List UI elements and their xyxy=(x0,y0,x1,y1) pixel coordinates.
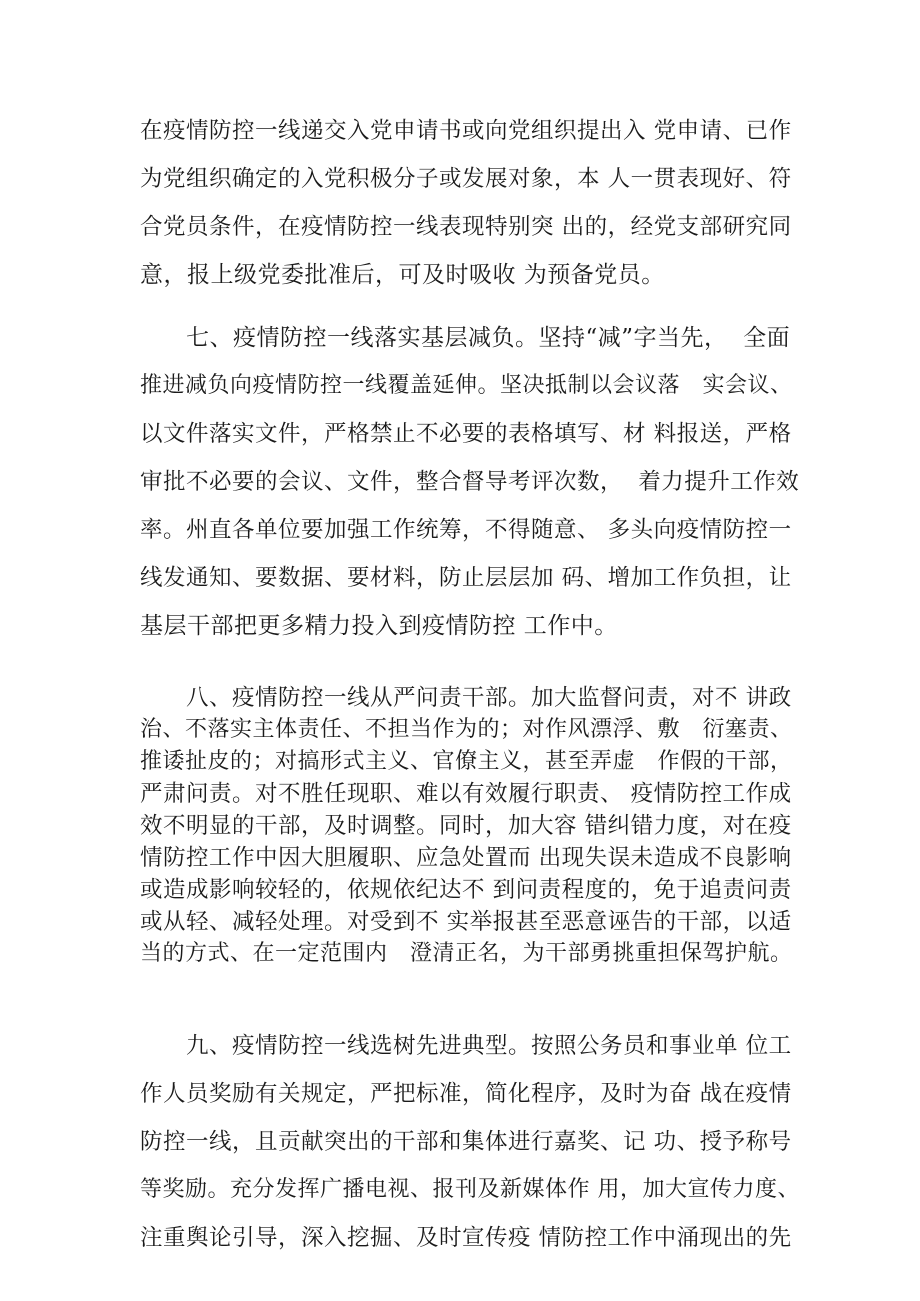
text-line: 八、疫情防控一线从严问责干部。加大监督问责，对不 讲政 xyxy=(186,685,792,711)
text-line: 七、疫情防控一线落实基层减负。坚持“减”字当先， 全面 xyxy=(186,325,791,351)
text-line: 效不明显的干部，及时调整。同时，加大容 错纠错力度，对在疫 xyxy=(140,813,792,839)
text-line: 合党员条件，在疫情防控一线表现特别突 出的，经党支部研究同 xyxy=(140,214,792,240)
text-line: 九、疫情防控一线选树先进典型。按照公务员和事业单 位工 xyxy=(186,1033,792,1059)
text-line: 治、不落实主体责任、不担当作为的；对作风漂浮、敷 衍塞责、 xyxy=(140,717,793,742)
text-line: 在疫情防控一线递交入党申请书或向党组织提出入 党申请、已作 xyxy=(140,118,792,144)
text-line: 等奖励。充分发挥广播电视、报刊及新媒体作 用，加大宣传力度、 xyxy=(140,1177,800,1202)
text-line: 以文件落实文件，严格禁止不必要的表格填写、材 料报送，严格 xyxy=(140,421,792,447)
text-line: 为党组织确定的入党积极分子或发展对象，本 人一贯表现好、符 xyxy=(140,166,792,192)
text-line: 或从轻、减轻处理。对受到不 实举报甚至恶意诬告的干部，以适 xyxy=(140,909,792,935)
text-line: 作人员奖励有关规定，严把标准，简化程序，及时为奋 战在疫情 xyxy=(140,1081,792,1107)
text-line: 推诿扯皮的；对搞形式主义、官僚主义，甚至弄虚 作假的干部， xyxy=(140,749,793,774)
text-line: 率。州直各单位要加强工作统筹，不得随意、 多头向疫情防控一 xyxy=(140,517,792,543)
paragraph-section-8-accountability xyxy=(140,682,800,970)
text-line: 防控一线，且贡献突出的干部和集体进行嘉奖、记 功、授予称号 xyxy=(140,1129,792,1155)
text-line: 情防控工作中因大胆履职、应急处置而 出现失误未造成不良影响 xyxy=(140,845,792,871)
text-line: 注重舆论引导，深入挖掘、及时宣传疫 情防控工作中涌现出的先 xyxy=(140,1225,792,1251)
paragraph-party-membership xyxy=(140,107,800,299)
text-line: 严肃问责。对不胜任现职、难以有效履行职责、 疫情防控工作成 xyxy=(140,781,792,807)
text-line: 意，报上级党委批准后，可及时吸收 为预备党员。 xyxy=(140,262,665,288)
text-line: 审批不必要的会议、文件，整合督导考评次数， 着力提升工作效 xyxy=(140,469,800,495)
text-line: 当的方式、在一定范围内 澄清正名，为干部勇挑重担保驾护航。 xyxy=(140,941,793,966)
text-line: 基层干部把更多精力投入到疫情防控 工作中。 xyxy=(140,613,618,639)
paragraph-section-7-burden-reduction xyxy=(140,314,800,650)
paragraph-section-9-role-models xyxy=(140,1022,800,1262)
text-line: 推进减负向疫情防控一线覆盖延伸。坚决抵制以会议落 实会议、 xyxy=(140,373,793,398)
text-line: 或造成影响较轻的，依规依纪达不 到问责程度的，免于追责问责 xyxy=(140,877,792,903)
text-line: 线发通知、要数据、要材料，防止层层加 码、增加工作负担，让 xyxy=(140,565,792,591)
